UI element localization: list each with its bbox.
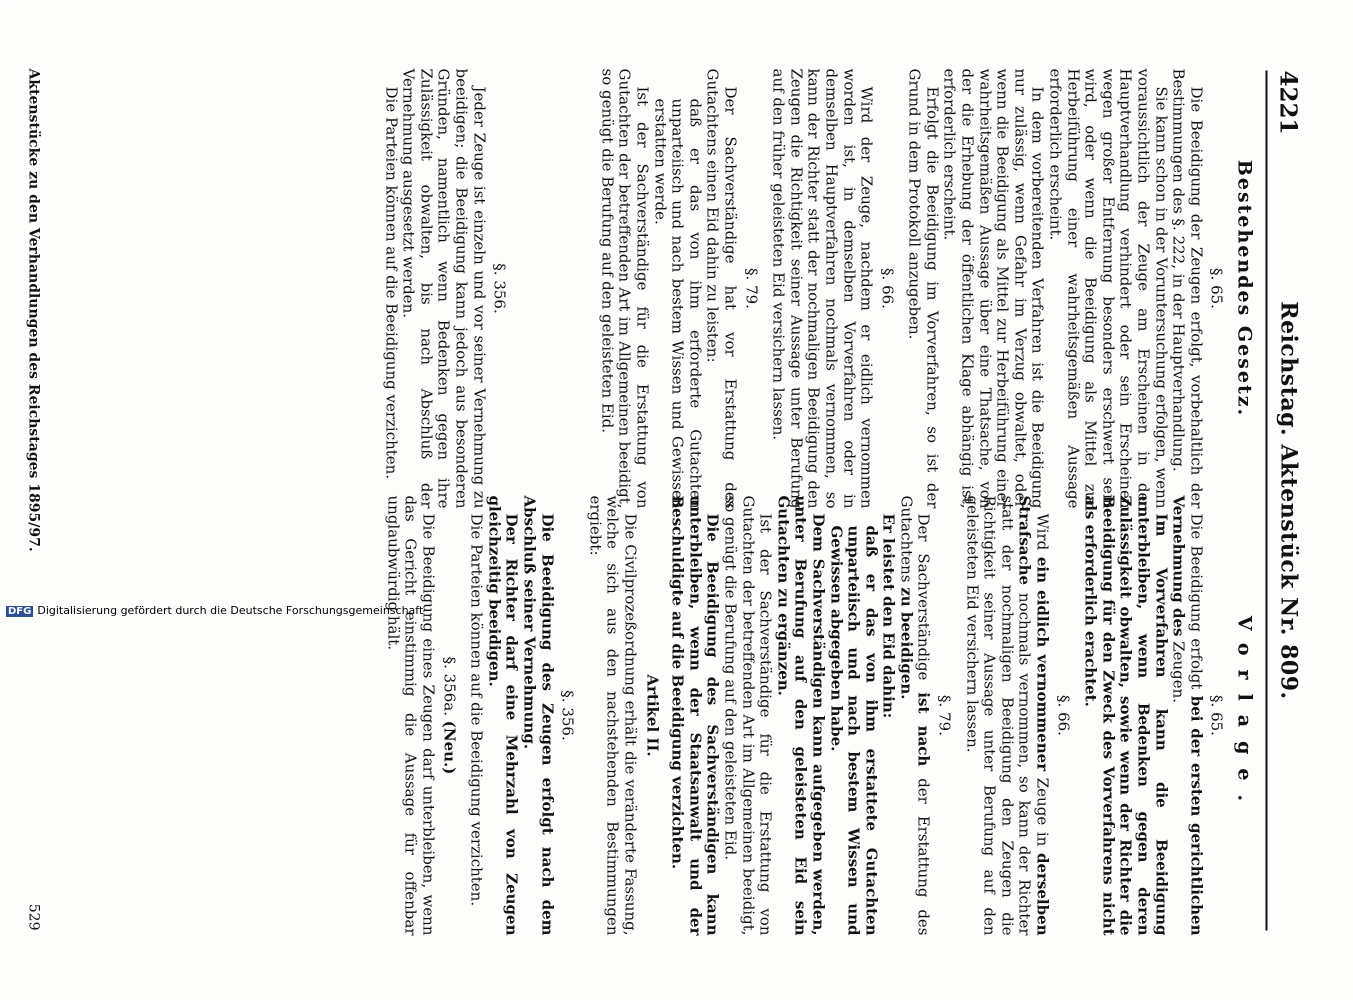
- text-run: Wird: [1033, 513, 1052, 557]
- section-heading: §. 79.: [741, 267, 760, 309]
- text-run: nochmals vernommen, so kann der Richter statt der nochmaligen Beeidigung den Zeugen die Richtigkeit seiner Aussage unter Berufung auf den geleisteten Eid versichern lassen.: [962, 495, 1034, 935]
- page-number: 4221: [1274, 70, 1301, 135]
- oath-text: daß er das von ihm erforderte Gutachten unparteiisch und nach bestem Wissen und Gewissen erstatten werde.: [650, 98, 704, 508]
- paragraph: [1169, 495, 1204, 935]
- paragraph: Die Parteien können auf die Beeidigung verzichten.: [467, 513, 486, 906]
- paragraph: Er leistet den Eid dahin:: [879, 513, 898, 718]
- text-run: Der Sachverständige: [914, 513, 933, 692]
- paragraph: In dem vorbereitenden Verfahren ist die Beeidigung nur zulässig, wenn Gefahr im Verzug obwaltet, oder wenn die Beeidigung als Mittel zur Herbeiführung einer wahrheitsgemäßen Aussage über eine Thatsache, von der die Erhebung der öffentlichen Klage abhängig ist, erforderlich erscheint.: [940, 68, 1047, 508]
- oath-text: daß er das von ihm erstattete Gutachten unparteiisch und nach bestem Wissen und Gewissen abgegeben habe.: [826, 525, 880, 935]
- paragraph: Ist der Sachverständige für die Erstattung von Gutachten der betreffenden Art im Allgemeinen beeidigt, so genügt die Berufung auf den geleisteten Eid.: [597, 68, 651, 508]
- paragraph: Wird der Zeuge, nachdem er eidlich vernommen worden ist, in demselben Vorverfahren oder in demselben Hauptverfahren nochmals vernommen, so kann der Richter statt der nochmaligen Beeidigung den Zeugen die Richtigkeit seiner Aussage unter Berufung auf den früher geleisteten Eid versichern lassen.: [769, 68, 876, 508]
- paragraph: Im Vorverfahren kann die Beeidigung unterbleiben, wenn Bedenken gegen deren Zulässigkeit obwalten, sowie wenn der Richter die Beeidigung für den Zweck des Vorverfahrens nicht als erforderlich erachtet.: [1081, 495, 1170, 935]
- paragraph: Die Beeidigung des Sachverständigen kann unterbleiben, wenn der Staatsanwalt und der Beschuldigte auf die Beeidigung verzichten.: [668, 495, 722, 935]
- emphasis-text: zu beeidigen.: [896, 586, 915, 699]
- text-run: Zeugen.: [1169, 635, 1188, 703]
- paragraph: Sie kann schon in der Voruntersuchung erfolgen, wenn voraussichtlich der Zeuge am Erscheinen in der Hauptverhandlung verhindert oder sein Erscheinen wegen großer Entfernung besonders erschwert sein wird, oder wenn die Beeidigung als Mittel zur Herbeiführung einer wahrheitsgemäßen Aussage erforderlich erscheint.: [1046, 68, 1170, 508]
- header-rule: [1265, 70, 1267, 930]
- section-number: §. 356a.: [439, 656, 458, 721]
- section-heading: §. 66.: [1053, 694, 1072, 736]
- paragraph: Der Sachverständige hat vor Erstattung des Gutachtens einen Eid dahin zu leisten:: [703, 68, 739, 508]
- paragraph: Die Beeidigung eines Zeugen darf unterbleiben, wenn das Gericht einstimmig die Aussage für offenbar unglaubwürdig hält.: [383, 495, 438, 935]
- new-marker: (Neu.): [439, 720, 458, 774]
- emphasis-text: bei der ersten gerichtlichen Vernehmung des: [1169, 495, 1205, 935]
- paragraph: Ist der Sachverständige für die Erstattung von Gutachten der betreffenden Art im Allgemeinen beeidigt, so genügt die Berufung auf den geleisteten Eid.: [720, 495, 775, 935]
- section-heading: §. 65.: [1207, 694, 1226, 736]
- paragraph: Die Beeidigung der Zeugen erfolgt, vorbehaltlich der Bestimmungen des §. 222, in der Hauptverhandlung.: [1169, 68, 1205, 508]
- left-column: [381, 68, 1258, 508]
- section-heading: §. 65.: [1207, 267, 1226, 309]
- section-heading: §. 356.: [558, 689, 577, 741]
- paragraph: [896, 495, 931, 935]
- funding-credit: [6, 604, 423, 617]
- text-run: Die Beeidigung erfolgt: [1186, 513, 1205, 696]
- paragraph: Dem Sachverständigen kann aufgegeben werden, unter Berufung auf den geleisteten Eid sein Gutachten zu ergänzen.: [773, 495, 827, 935]
- paragraph: Die Civilprozeßordnung erhält die veränderte Fassung, welche sich aus den nachstehenden Bestimmungen ergiebt:: [585, 495, 639, 935]
- paragraph: Jeder Zeuge ist einzeln und vor seiner Vernehmung zu beeidigen; die Beeidigung kann jedoch aus besonderen Gründen, namentlich wenn Bedenken gegen ihre Zulässigkeit obwalten, bis nach Abschluß der Vernehmung ausgesetzt werden.: [399, 68, 488, 508]
- text-run: der Erstattung des Gutachtens: [896, 495, 933, 935]
- footer-page-number: 529: [25, 903, 41, 930]
- journal-title: Aktenstücke zu den Verhandlungen des Reichstages 1895/97.: [25, 68, 41, 552]
- page-header: [1271, 70, 1301, 930]
- paragraph: Der Richter darf eine Mehrzahl von Zeugen gleichzeitig beeidigen.: [484, 495, 521, 935]
- right-column-title: Vorlage.: [1233, 615, 1255, 815]
- emphasis-text: ist nach: [914, 691, 933, 766]
- section-heading: [439, 495, 457, 935]
- dfg-logo: DFG: [8, 606, 32, 617]
- emphasis-text: ein eidlich vernommener: [1033, 556, 1052, 771]
- article-heading: Artikel II.: [642, 673, 661, 757]
- header-title: Reichstag. Aktenstück Nr. 809.: [1275, 300, 1301, 700]
- paragraph: Die Parteien können auf die Beeidigung verzichten.: [381, 86, 400, 479]
- emphasis-text: derselben Strafsache: [1015, 495, 1052, 936]
- text-run: Zeuge in: [1033, 770, 1052, 853]
- left-column-title: Bestehendes Gesetz.: [1233, 159, 1255, 417]
- section-heading: §. 356.: [490, 262, 509, 314]
- section-heading: §. 66.: [877, 267, 896, 309]
- paragraph: Erfolgt die Beeidigung im Vorverfahren, so ist der Grund in dem Protokoll anzugeben.: [905, 68, 941, 508]
- funding-text: Digitalisierung gefördert durch die Deutsche Forschungsgemeinschaft: [37, 604, 424, 617]
- paragraph: [962, 495, 1050, 935]
- right-column: [383, 495, 1258, 935]
- section-heading: §. 79.: [935, 694, 954, 736]
- paragraph: Die Beeidigung des Zeugen erfolgt nach dem Abschluß seiner Vernehmung.: [520, 495, 556, 935]
